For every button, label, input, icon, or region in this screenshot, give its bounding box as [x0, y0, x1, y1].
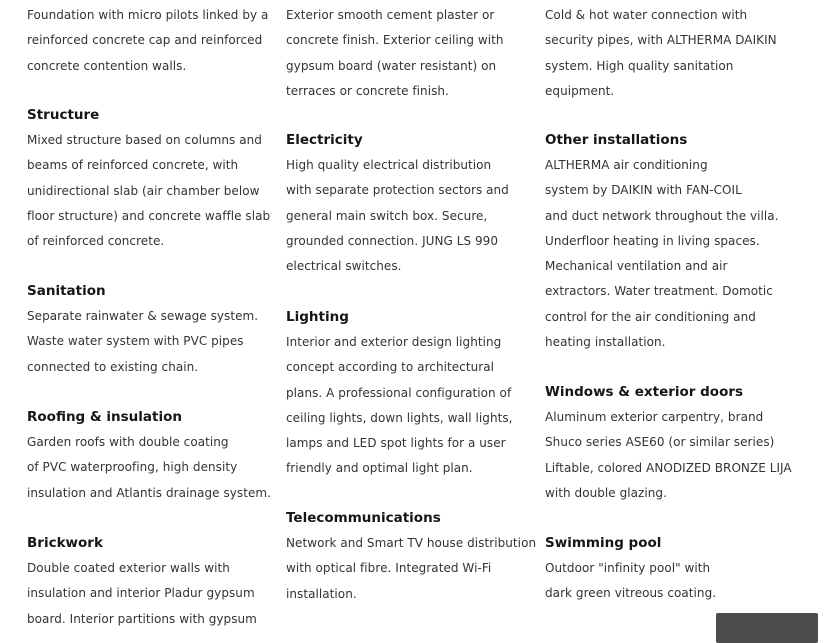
plumbing-line: security pipes, with ALTHERMA DAIKIN — [545, 33, 777, 48]
sanitation-line: Separate rainwater & sewage system. — [27, 309, 259, 323]
roofing-section — [27, 405, 277, 506]
finishes-line: terraces or concrete finish. — [286, 83, 449, 98]
structure-line: beams of reinforced concrete, with — [27, 158, 239, 173]
lighting-heading: Lighting — [286, 309, 349, 325]
lighting-line: Interior and exterior design lighting — [286, 335, 502, 349]
brickwork-heading: Brickwork — [27, 535, 103, 551]
corner-overlay-button[interactable] — [716, 613, 818, 643]
telecom-heading: Telecommunications — [286, 510, 441, 526]
plumbing-line: system. High quality sanitation — [545, 58, 734, 73]
lighting-line: concept according to architectural — [286, 360, 495, 375]
windows-line: with double glazing. — [545, 485, 667, 500]
roofing-line: insulation and Atlantis drainage system. — [27, 485, 271, 500]
sanitation-line: connected to existing chain. — [27, 359, 199, 374]
roofing-line: Garden roofs with double coating — [27, 435, 229, 449]
electricity-line: High quality electrical distribution — [286, 158, 492, 172]
brickwork-line: Double coated exterior walls with — [27, 561, 230, 575]
lighting-line: friendly and optimal light plan. — [286, 461, 473, 476]
lighting-line: ceiling lights, down lights, wall lights, — [286, 410, 513, 425]
structure-heading: Structure — [27, 107, 100, 123]
structure-line: unidirectional slab (air chamber below — [27, 183, 260, 198]
finishes-line: Exterior smooth cement plaster or — [286, 8, 495, 22]
other-installations-heading: Other installations — [545, 132, 688, 148]
foundation-line: concrete contention walls. — [27, 58, 187, 73]
electricity-line: with separate protection sectors and — [286, 183, 509, 198]
foundation-section — [27, 3, 277, 79]
plumbing-line: Cold & hot water connection with — [545, 8, 748, 22]
other-installations-line: and duct network throughout the villa. — [545, 208, 779, 223]
finishes-line: concrete finish. Exterior ceiling with — [286, 33, 504, 48]
finishes-section — [286, 3, 536, 104]
roofing-heading: Roofing & insulation — [27, 409, 182, 425]
other-installations-line: ALTHERMA air conditioning — [545, 158, 708, 172]
telecom-section — [286, 506, 536, 607]
finishes-line: gypsum board (water resistant) on — [286, 58, 497, 73]
plumbing-section — [545, 3, 795, 104]
other-installations-line: extractors. Water treatment. Domotic — [545, 284, 773, 299]
pool-section — [545, 531, 795, 607]
brickwork-line: insulation and interior Pladur gypsum — [27, 586, 255, 601]
roofing-line: of PVC waterproofing, high density — [27, 460, 238, 475]
windows-section — [545, 380, 795, 506]
structure-line: Mixed structure based on columns and — [27, 133, 262, 147]
other-installations-line: heating installation. — [545, 335, 666, 350]
electricity-line: general main switch box. Secure, — [286, 208, 488, 223]
brickwork-line: board. Interior partitions with gypsum — [27, 611, 257, 626]
telecom-line: Network and Smart TV house distribution — [286, 536, 537, 550]
pool-line: Outdoor "infinity pool" with — [545, 561, 711, 575]
electricity-line: electrical switches. — [286, 259, 402, 274]
sanitation-section — [27, 279, 277, 380]
other-installations-line: Underfloor heating in living spaces. — [545, 233, 760, 248]
sanitation-heading: Sanitation — [27, 283, 106, 299]
lighting-section — [286, 305, 536, 482]
sanitation-line: Waste water system with PVC pipes — [27, 334, 244, 349]
other-installations-section — [545, 128, 795, 355]
structure-line: of reinforced concrete. — [27, 234, 165, 249]
foundation-line: Foundation with micro pilots linked by a — [27, 8, 269, 22]
other-installations-line: control for the air conditioning and — [545, 309, 756, 324]
electricity-heading: Electricity — [286, 132, 363, 148]
electricity-line: grounded connection. JUNG LS 990 — [286, 233, 499, 248]
structure-line: floor structure) and concrete waffle slab — [27, 208, 271, 223]
windows-line: Liftable, colored ANODIZED BRONZE LIJA — [545, 460, 792, 475]
telecom-line: with optical fibre. Integrated Wi-Fi — [286, 561, 492, 576]
lighting-line: lamps and LED spot lights for a user — [286, 436, 506, 451]
windows-line: Shuco series ASE60 (or similar series) — [545, 435, 775, 450]
foundation-line: reinforced concrete cap and reinforced — [27, 33, 263, 48]
pool-heading: Swimming pool — [545, 535, 662, 551]
brickwork-section — [27, 531, 277, 632]
lighting-line: plans. A professional configuration of — [286, 385, 512, 400]
plumbing-line: equipment. — [545, 83, 615, 98]
structure-section — [27, 103, 277, 254]
other-installations-line: system by DAIKIN with FAN-COIL — [545, 183, 742, 198]
other-installations-line: Mechanical ventilation and air — [545, 259, 728, 274]
telecom-line: installation. — [286, 586, 357, 601]
windows-line: Aluminum exterior carpentry, brand — [545, 410, 764, 424]
electricity-section — [286, 128, 536, 279]
pool-line: dark green vitreous coating. — [545, 586, 717, 601]
windows-heading: Windows & exterior doors — [545, 384, 744, 400]
